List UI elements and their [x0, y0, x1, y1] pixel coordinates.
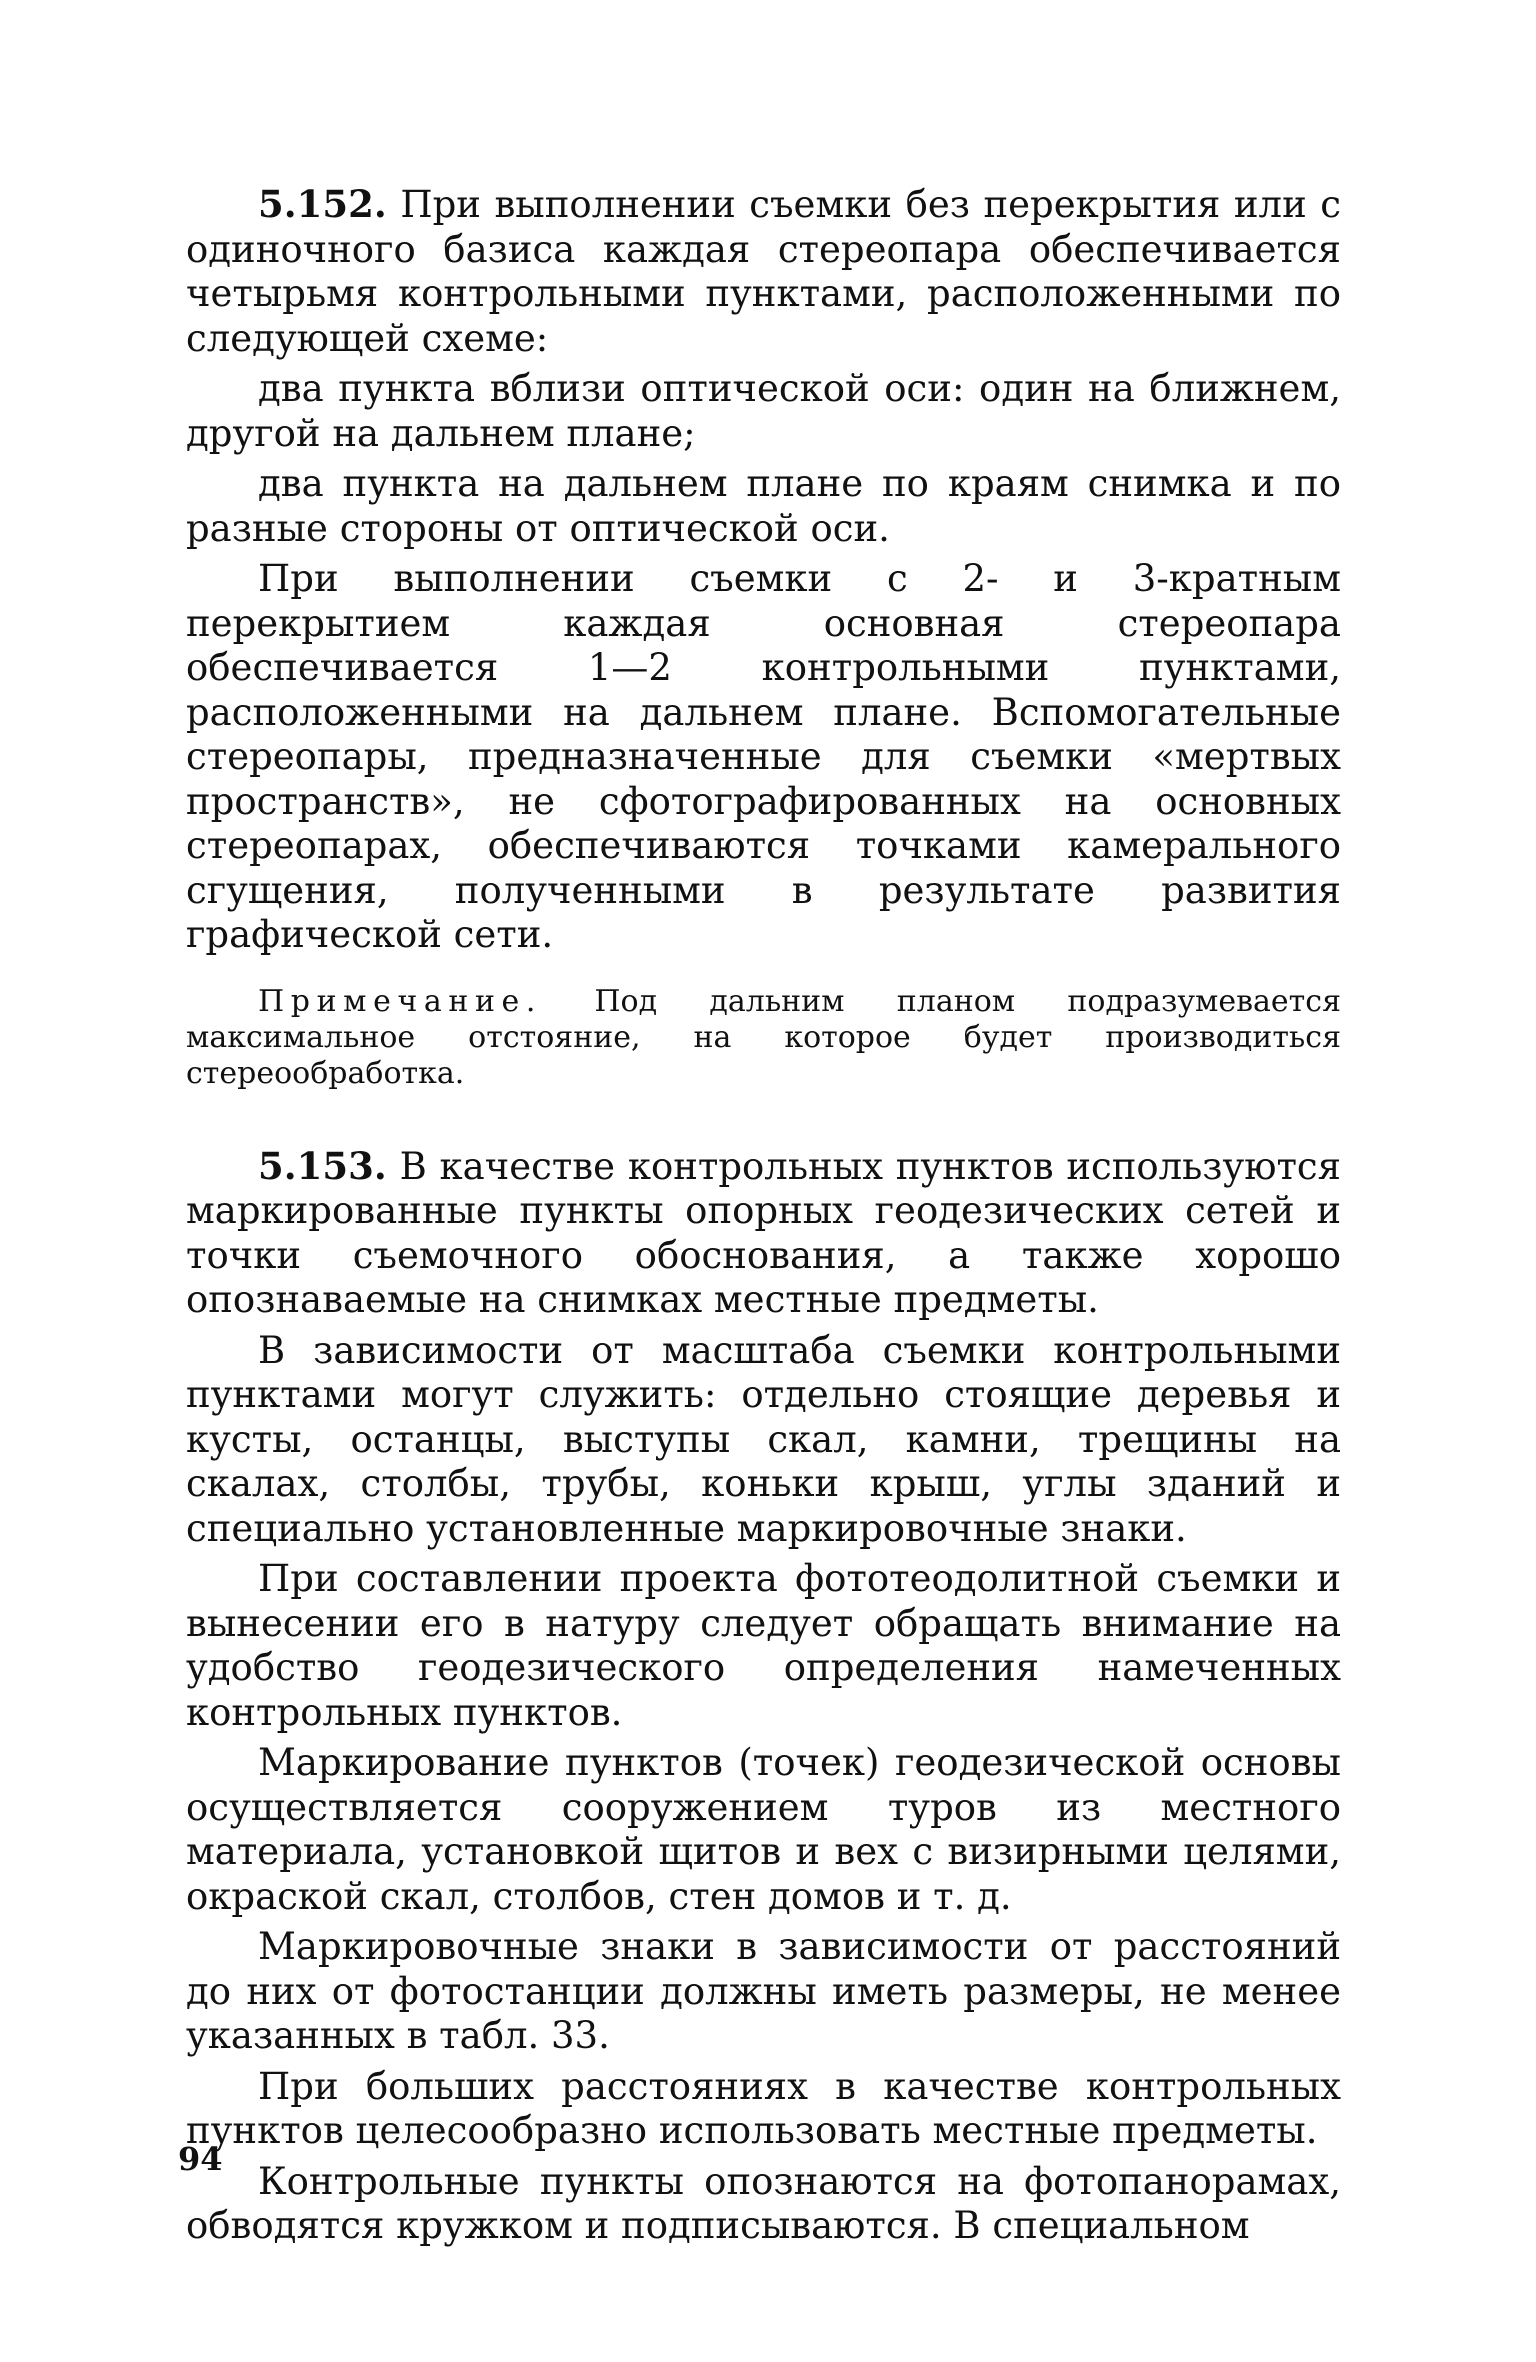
note-text: Под дальним планом подразумевается максимальное отстояние, на которое будет производиться стереообработка.	[186, 983, 1342, 1091]
section-152-paragraph-3: два пункта на дальнем плане по краям снимка и по разные стороны от оптической оси.	[186, 462, 1341, 550]
section-153-paragraph-1	[186, 1144, 1341, 1323]
section-152-paragraph-2: два пункта вблизи оптической оси: один на ближнем, другой на дальнем плане;	[186, 367, 1341, 455]
section-153-paragraph-2: В зависимости от масштаба съемки контрольными пунктами могут служить: отдельно стоящие деревья и кусты, останцы, выступы скал, камни, трещины на скалах, столбы, трубы, коньки крыш, углы зданий и специально установленные маркировочные знаки.	[186, 1328, 1341, 1550]
section-153-paragraph-5: Маркировочные знаки в зависимости от расстояний до них от фотостанции должны иметь размеры, не менее указанных в табл. 33.	[186, 1925, 1341, 2057]
section-number-152: 5.152.	[258, 182, 387, 226]
section-152-paragraph-1	[186, 182, 1341, 361]
section-153-paragraph-3: При составлении проекта фототеодолитной съемки и вынесении его в натуру следует обращать внимание на удобство геодезического определения намеченных контрольных пунктов.	[186, 1557, 1341, 1734]
note	[186, 984, 1341, 1092]
section-152-text-1: При выполнении съемки без перекрытия или с одиночного базиса каждая стереопара обеспечивается четырьмя контрольными пунктами, расположенными по следующей схеме:	[186, 183, 1341, 360]
section-152-paragraph-4: При выполнении съемки с 2- и 3-кратным перекрытием каждая основная стереопара обеспечивается 1—2 контрольными пунктами, расположенными на дальнем плане. Вспомогательные стереопары, предназначенные для съемки «мертвых пространств», не сфотографированных на основных стереопарах, обеспечиваются точками камерального сгущения, полученными в результате развития графической сети.	[186, 557, 1341, 956]
section-153-paragraph-7: Контрольные пункты опознаются на фотопанорамах, обводятся кружком и подписываются. В специальном	[186, 2159, 1341, 2247]
section-153-paragraph-6: При больших расстояниях в качестве контрольных пунктов целесообразно использовать местные предметы.	[186, 2064, 1341, 2152]
section-153-text-1: В качестве контрольных пунктов используются маркированные пункты опорных геодезических сетей и точки съемочного обоснования, а также хорошо опознаваемые на снимках местные предметы.	[186, 1144, 1341, 1321]
page-body	[186, 182, 1341, 2249]
page-number: 94	[178, 2140, 223, 2178]
section-153-paragraph-4: Маркирование пунктов (точек) геодезической основы осуществляется сооружением туров из местного материала, установкой щитов и вех с визирными целями, окраской скал, столбов, стен домов и т. д.	[186, 1741, 1341, 1918]
note-label: Примечание.	[258, 983, 543, 1019]
section-number-153: 5.153.	[258, 1143, 387, 1188]
